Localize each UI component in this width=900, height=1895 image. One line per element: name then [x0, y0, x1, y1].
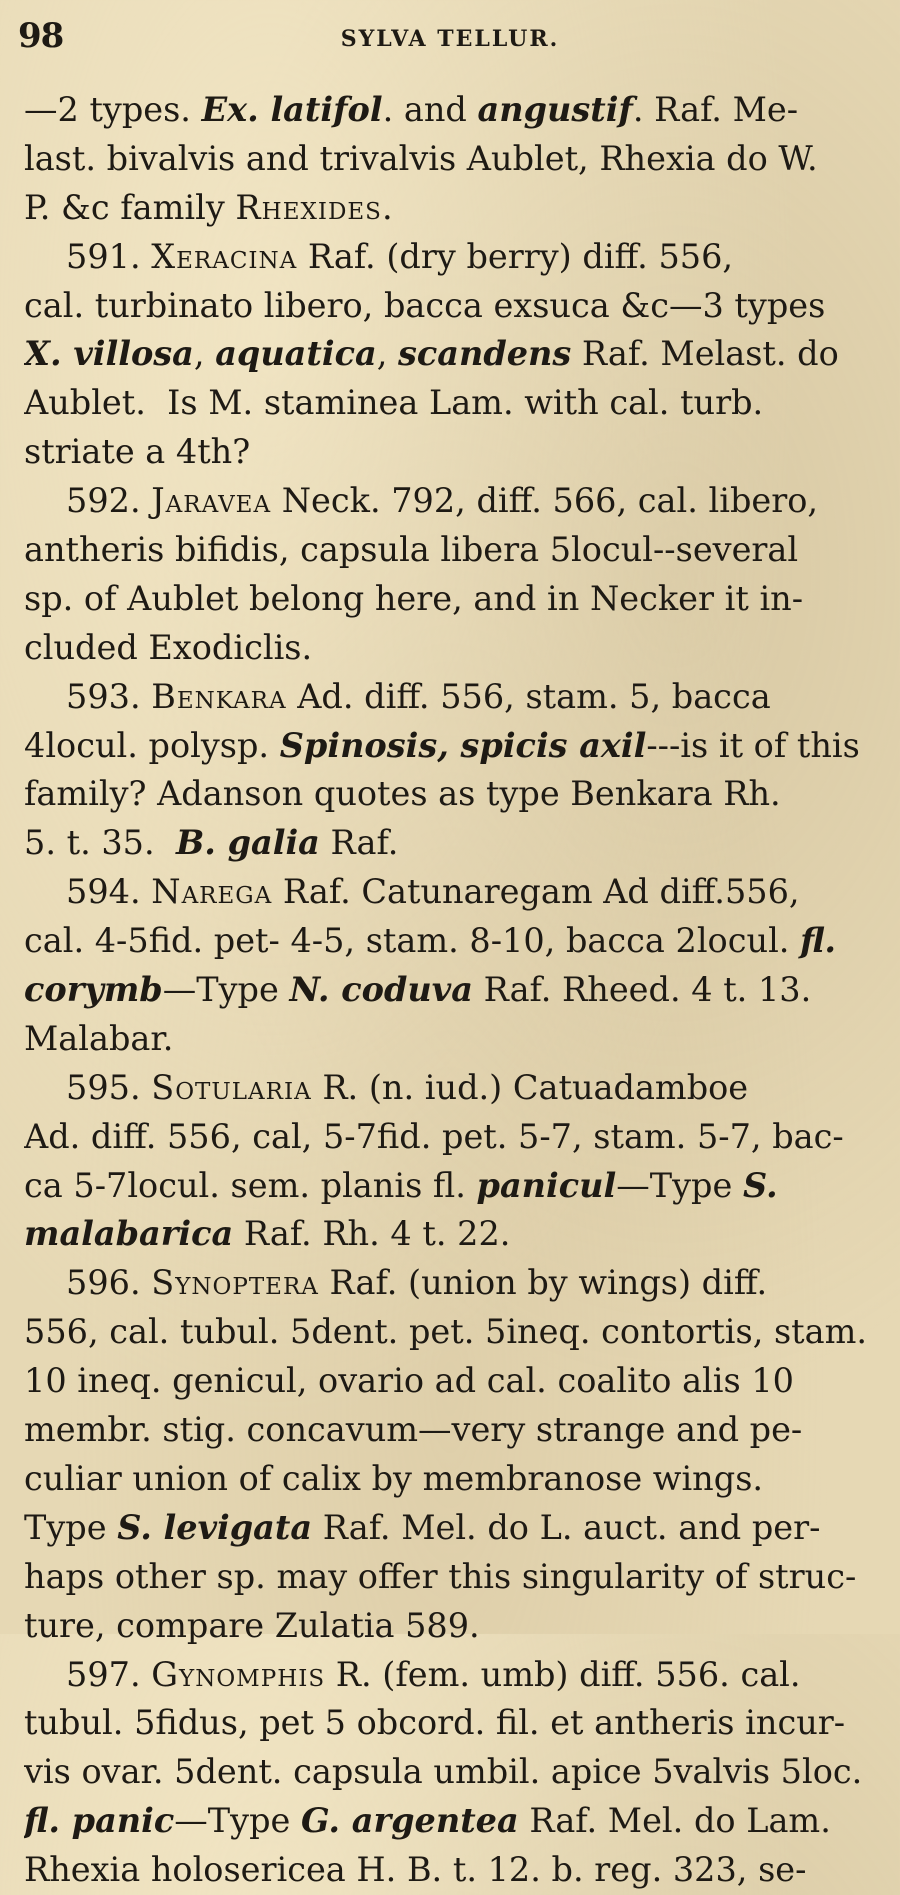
text-run: Raf. Rheed. 4 t. 13.: [472, 970, 812, 1010]
genus-name: Gynomphis: [151, 1654, 326, 1694]
text-line: [24, 1406, 872, 1455]
genus-name: Narega: [151, 872, 273, 912]
text-run: Rhexia holosericea H. B. t. 12. b. reg. 323, se-: [24, 1850, 807, 1890]
text-line: [24, 1308, 872, 1357]
text-run: ,: [193, 334, 216, 374]
text-run: 592.: [66, 481, 152, 521]
entry-first-line: [24, 1064, 872, 1113]
italic-text: S.: [742, 1165, 778, 1205]
body-text: [24, 86, 872, 1895]
text-run: 10 ineq. genicul, ovario ad cal. coalito alis 10: [24, 1361, 794, 1401]
text-run: . Raf. Me-: [632, 90, 799, 129]
text-line: [24, 1162, 872, 1211]
italic-text: G. argentea: [301, 1801, 519, 1841]
entry-first-line: [24, 1651, 872, 1700]
italic-text: B. galia: [175, 823, 320, 863]
text-run: 593.: [66, 676, 152, 716]
page-number: 98: [18, 16, 64, 56]
text-run: family? Adanson quotes as type Benkara Rh.: [24, 774, 781, 814]
text-line: [24, 184, 872, 233]
text-run: culiar union of calix by membranose wings.: [24, 1458, 764, 1498]
text-line: [24, 86, 872, 135]
text-line: [24, 1602, 872, 1651]
text-run: —Type: [616, 1165, 743, 1205]
italic-text: malabarica: [24, 1214, 234, 1254]
text-line: [24, 526, 872, 575]
text-line: [24, 135, 872, 184]
genus-name: Xeracina: [151, 236, 298, 276]
genus-name: Benkara: [151, 676, 287, 716]
text-run: —Type: [174, 1801, 301, 1841]
entry-first-line: [24, 1259, 872, 1308]
italic-text: angustif: [477, 90, 633, 129]
text-run: 591.: [66, 236, 152, 276]
running-head: SYLVA TELLUR.: [340, 26, 560, 52]
text-line: [24, 1797, 872, 1846]
text-run: Type: [24, 1507, 118, 1547]
genus-name: Synoptera: [151, 1263, 319, 1303]
genus-name: Rhexides: [235, 187, 382, 227]
text-line: [24, 917, 872, 966]
text-run: membr. stig. concavum—very strange and pe-: [24, 1410, 803, 1450]
text-run: Raf. Mel. do L. auct. and per-: [312, 1507, 821, 1547]
text-line: [24, 1748, 872, 1797]
text-run: 5. t. 35.: [24, 823, 176, 863]
text-run: 556, cal. tubul. 5dent. pet. 5ineq. contortis, stam.: [24, 1312, 868, 1352]
text-run: Raf. Rh. 4 t. 22.: [233, 1214, 511, 1254]
italic-text: aquatica: [215, 334, 377, 374]
text-line: [24, 819, 872, 868]
text-line: [24, 1210, 872, 1259]
text-run: Raf.: [319, 823, 399, 863]
text-line: [24, 1504, 872, 1553]
text-run: Raf. (dry berry) diff. 556,: [297, 236, 734, 276]
text-run: Raf. Mel. do Lam.: [518, 1801, 831, 1841]
italic-text: panicul: [476, 1165, 617, 1205]
entry-first-line: [24, 868, 872, 917]
text-run: 594.: [66, 872, 152, 912]
text-run: 597.: [66, 1654, 152, 1694]
text-run: —Type: [162, 970, 290, 1010]
text-run: vis ovar. 5dent. capsula umbil. apice 5valvis 5loc.: [24, 1752, 863, 1792]
text-run: cal. turbinato libero, bacca exsuca &c—3 types: [24, 285, 826, 325]
text-line: [24, 282, 872, 331]
text-run: cal. 4-5fid. pet- 4-5, stam. 8-10, bacca 2locul.: [24, 921, 801, 961]
text-line: [24, 379, 872, 428]
text-run: .: [381, 187, 393, 227]
italic-text: fl.: [800, 921, 837, 961]
text-run: haps other sp. may offer this singularity of struc-: [24, 1556, 857, 1596]
text-line: [24, 575, 872, 624]
text-line: [24, 1553, 872, 1602]
text-run: Neck. 792, diff. 566, cal. libero,: [271, 481, 819, 521]
italic-text: X. villosa: [24, 334, 194, 374]
text-run: Malabar.: [24, 1018, 174, 1058]
text-line: [24, 770, 872, 819]
text-run: . and: [382, 90, 478, 129]
text-run: —2 types.: [24, 90, 202, 129]
genus-name: Sotularia: [151, 1067, 312, 1107]
text-run: last. bivalvis and trivalvis Aublet, Rhexia do W.: [24, 138, 818, 178]
text-run: cluded Exodiclis.: [24, 627, 313, 667]
italic-text: Spinosis, spicis axil: [279, 725, 647, 765]
italic-text: corymb: [24, 970, 163, 1010]
text-run: 595.: [66, 1067, 152, 1107]
text-line: [24, 1113, 872, 1162]
italic-text: N. coduva: [289, 970, 473, 1010]
italic-text: scandens: [398, 334, 572, 374]
text-run: 4locul. polysp.: [24, 725, 280, 765]
text-line: [24, 1846, 872, 1895]
entry-first-line: [24, 477, 872, 526]
text-run: antheris bifidis, capsula libera 5locul--several: [24, 530, 799, 570]
text-line: [24, 1357, 872, 1406]
page-header: [18, 10, 882, 60]
text-run: R. (fem. umb) diff. 556. cal.: [325, 1654, 801, 1694]
text-line: [24, 428, 872, 477]
text-run: Raf. (union by wings) diff.: [318, 1263, 768, 1303]
italic-text: S. levigata: [117, 1507, 313, 1547]
text-run: ca 5-7locul. sem. planis fl.: [24, 1165, 477, 1205]
text-line: [24, 624, 872, 673]
text-line: [24, 722, 872, 771]
text-run: Raf. Melast. do: [571, 334, 839, 374]
text-run: Ad. diff. 556, stam. 5, bacca: [286, 676, 771, 716]
text-run: tubul. 5fidus, pet 5 obcord. fil. et antheris incur-: [24, 1703, 846, 1743]
text-run: ture, compare Zulatia 589.: [24, 1605, 480, 1645]
text-run: 596.: [66, 1263, 152, 1303]
text-line: [24, 330, 872, 379]
text-run: sp. of Aublet belong here, and in Necker it in-: [24, 578, 804, 618]
text-run: striate a 4th?: [24, 432, 251, 472]
text-run: ---is it of this: [646, 725, 860, 765]
entry-first-line: [24, 673, 872, 722]
text-run: P. &c family: [24, 187, 236, 227]
text-run: Ad. diff. 556, cal, 5-7fid. pet. 5-7, stam. 5-7, bac-: [24, 1116, 844, 1156]
text-run: R. (n. iud.) Catuadamboe: [311, 1067, 749, 1107]
text-run: Raf. Catunaregam Ad diff.556,: [272, 872, 800, 912]
text-line: [24, 1699, 872, 1748]
genus-name: Jaravea: [151, 481, 272, 521]
italic-text: fl. panic: [24, 1801, 175, 1841]
italic-text: Ex. latifol: [201, 90, 383, 129]
text-run: ,: [376, 334, 398, 374]
text-line: [24, 1455, 872, 1504]
text-run: Aublet. Is M. staminea Lam. with cal. turb.: [24, 383, 764, 423]
text-line: [24, 966, 872, 1015]
entry-first-line: [24, 233, 872, 282]
text-line: [24, 1015, 872, 1064]
